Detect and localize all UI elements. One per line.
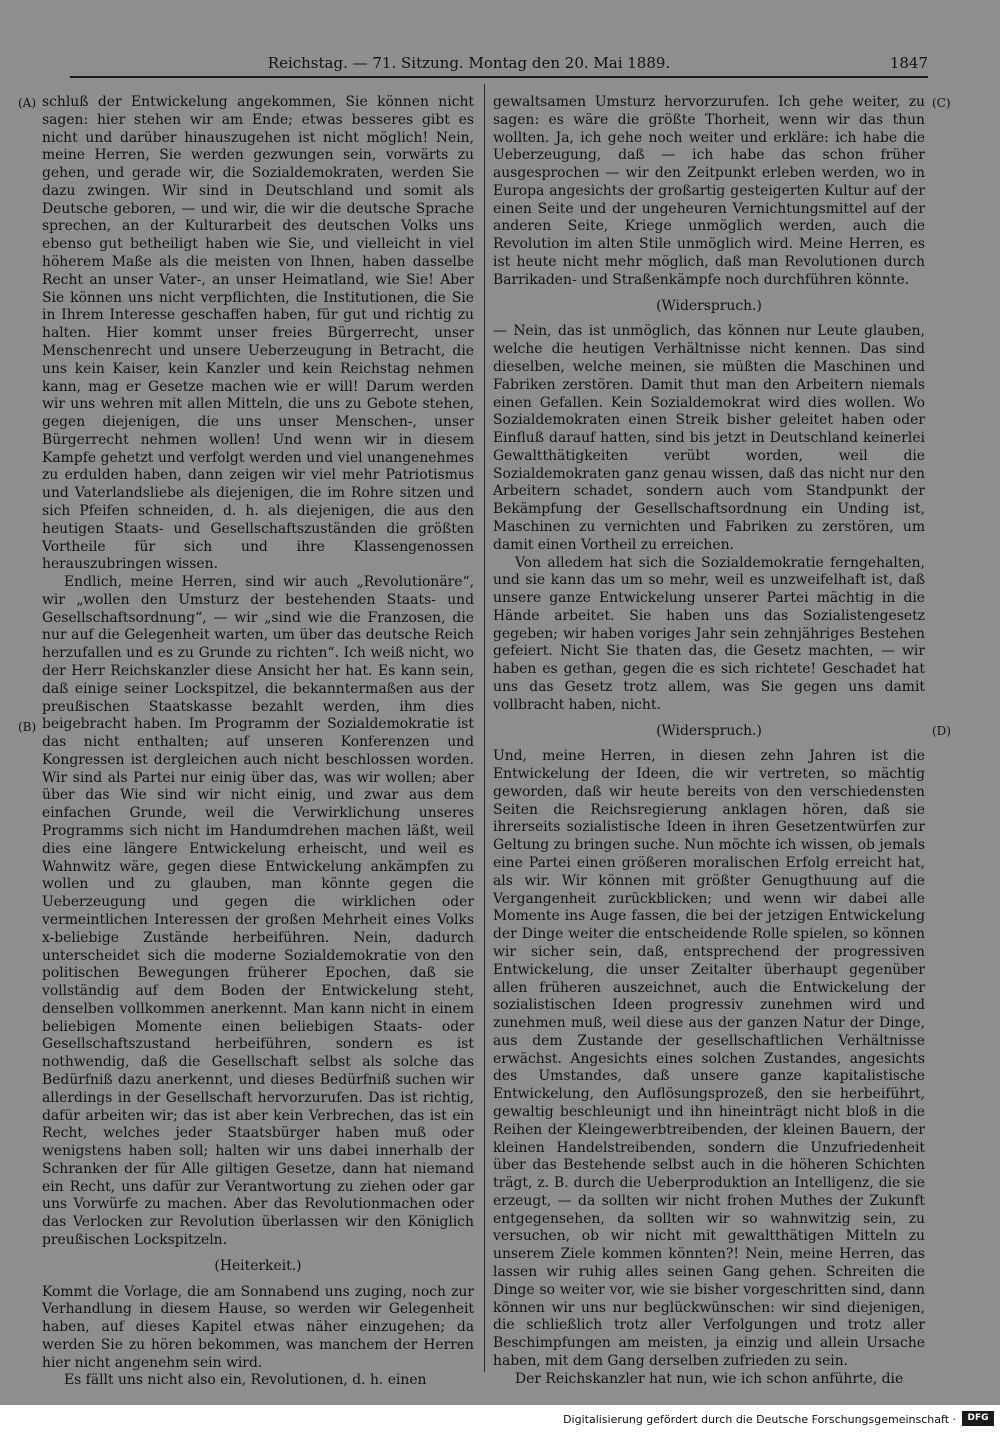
right-column <box>493 94 925 1388</box>
paragraph: gewaltsamen Umsturz hervorzurufen. Ich gehe weiter, zu sagen: es wäre die größte Thorheit, wenn wir das thun wollten. Ja, ich gehe noch weiter und erkläre: ich habe die Ueberzeugung, daß — ich habe das schon früher ausgesprochen — wir den Zeitpunkt erleben werden, wo in Europa angesichts der großartig gesteigerten Kultur auf der einen Seite und der ungeheuren Vernichtungsmittel auf der anderen Seite, Kriege unmöglich werden, auch die Revolution im alten Stile unmöglich wird. Meine Herren, es ist heute nicht mehr möglich, daß man Revolutionen durch Barrikaden- und Straßenkämpfe noch durchführen könnte. <box>493 94 925 288</box>
dfg-logo: DFG <box>962 1411 994 1426</box>
header-title: Reichstag. — 71. Sitzung. Montag den 20. Mai 1889. <box>267 54 671 72</box>
left-column <box>42 94 474 1390</box>
margin-mark-c: (C) <box>932 96 951 110</box>
stage-direction: (Widerspruch.) <box>656 297 762 314</box>
paragraph: schluß der Entwickelung angekommen, Sie können nicht sagen: hier stehen wir am Ende; etwas besseres gibt es nicht und darüber hinauszugehen ist nicht möglich! Nein, meine Herren, Sie werden gezwungen sein, vorwärts zu gehen, und gerade wir, die Sozialdemokraten, werden Sie dazu zwingen. Wir sind in Deutschland und somit als Deutsche geboren, — und wir, die wir die deutsche Sprache sprechen, an der Kulturarbeit des deutschen Volks uns ebenso gut betheiligt haben wie Sie, und vielleicht in viel höherem Maße als die meisten von Ihnen, haben dasselbe Recht an unser Vater-, an unser Heimatland, wie Sie! Aber Sie können uns nicht verpflichten, die Institutionen, die Sie in Ihrem Interesse geschaffen haben, für gut und richtig zu halten. Hier kommt unser freies Bürgerrecht, unser Menschenrecht und unsere Ueberzeugung in Betracht, die uns kein Kaiser, kein Kanzler und kein Reichstag nehmen kann, mag er Gesetze machen wie er will! Darum werden wir uns wehren mit allen Mitteln, die uns zu Gebote stehen, gegen diejenigen, die uns unser Menschen-, unser Bürgerrecht nehmen wollen! Und wenn wir in diesem Kampfe gehetzt und verfolgt werden und viel unangenehmes zu erdulden haben, dann zeigen wir viel mehr Patriotismus und Vaterlandsliebe als diejenigen, die im Rohre sitzen und sich Pfeifen schneiden, d. h. als diejenigen, die aus den heutigen Staats- und Gesellschaftszuständen die größten Vortheile für sich und ihre Klassengenossen herauszubringen wissen. <box>42 94 474 573</box>
stage-direction: (Widerspruch.) <box>656 722 762 739</box>
column-divider <box>484 84 485 1372</box>
margin-mark-b: (B) <box>18 720 37 734</box>
paragraph: Der Reichskanzler hat nun, wie ich schon anführte, die <box>515 1370 904 1387</box>
footer <box>0 1405 1000 1432</box>
paragraph: Endlich, meine Herren, sind wir auch „Revolutionäre“, wir „wollen den Umsturz der bestehenden Staats- und Gesellschaftsordnung“, — wir „sind wie die Franzosen, die nur auf die Gelegenheit warten, um über das deutsche Reich herzufallen und es zu Grunde zu richten“. Ich weiß nicht, wo der Herr Reichskanzler diese Ansicht her hat. Es kann sein, daß einige seiner Lockspitzel, die bekanntermaßen aus der preußischen Staatskasse bezahlt werden, ihm dies beigebracht haben. Im Programm der Sozialdemokratie ist das nicht enthalten; auf unseren Konferenzen und Kongressen ist dergleichen auch nicht beschlossen worden. Wir sind als Partei nur einig über das, was wir wollen; aber über das Wie sind wir nicht einig, und zwar aus dem einfachen Grunde, weil die Verwirklichung unseres Programms sich nicht im Handumdrehen machen läßt, weil dies eine längere Entwickelung erheischt, und weil es Wahnwitz wäre, gegen diese Entwickelung ankämpfen zu wollen und zu glauben, man könnte gegen die Ueberzeugung und gegen die wirklichen oder vermeintlichen Interessen der großen Mehrheit eines Volks x-beliebige Zustände herbeiführen. Nein, dadurch unterscheidet sich die moderne Sozialdemokratie von den politischen Bewegungen früherer Epochen, daß sie vollständig auf dem Boden der Entwickelung steht, denselben vollkommen anerkennt. Man kann nicht in einem beliebigen Momente einen beliebigen Staats- oder Gesellschaftszustand herbeiführen, sondern es ist nothwendig, daß die Gesellschaft selbst als solche das Bedürfniß dazu anerkennt, und dieses Bedürfniß suchen wir allerdings in der Gesellschaft hervorzurufen. Das ist richtig, dafür arbeiten wir; das ist aber kein Verbrechen, das ist ein Recht, welches jeder Staatsbürger haben muß oder wenigstens haben soll; halten wir uns dabei innerhalb der Schranken der für Alle giltigen Gesetze, dann hat niemand ein Recht, uns dafür zur Verantwortung zu ziehen oder gar uns Vorwürfe zu machen. Aber das Revolutionmachen oder das Verlocken zur Revolution überlassen wir den Königlich preußischen Lockspitzeln. <box>42 574 474 1248</box>
paragraph: Von alledem hat sich die Sozialdemokratie ferngehalten, und sie kann das um so mehr, weil es unzweifelhaft ist, daß unsere ganze Entwickelung unserer Partei mächtig in die Hände arbeitet. Sie haben uns das Sozialistengesetz gegeben; wir haben voriges Jahr sein zehnjähriges Bestehen gefeiert. Nicht Sie thaten das, die Gesetz machten, — wir haben es gethan, gegen die es sich richtete! Geschadet hat uns das Gesetz trotz allem, was Sie gegen uns damit vollbracht haben, nicht. <box>493 554 925 713</box>
footer-credit: Digitalisierung gefördert durch die Deutsche Forschungsgemeinschaft · <box>563 1413 956 1426</box>
paragraph: Kommt die Vorlage, die am Sonnabend uns zuging, noch zur Verhandlung in diesem Hause, so werden wir Gelegenheit haben, auf dieses Kapitel etwas näher einzugehen; da werden Sie zu hören bekommen, was manchem der Herren hier nicht angenehm sein wird. <box>42 1283 474 1371</box>
margin-mark-a: (A) <box>18 96 37 110</box>
margin-mark-d: (D) <box>932 724 951 738</box>
page-number: 1847 <box>889 54 928 72</box>
stage-direction: (Heiterkeit.) <box>214 1257 302 1274</box>
running-header <box>70 52 928 78</box>
paragraph: Es fällt uns nicht also ein, Revolutionen, d. h. einen <box>64 1372 427 1389</box>
paragraph: Und, meine Herren, in diesen zehn Jahren ist die Entwickelung der Ideen, die wir vertreten, so mächtig geworden, daß wir heute bereits von den verschiedensten Seiten die Reichsregierung anklagen hören, daß sie ihrerseits sozialistische Ideen in ihren Gesetzentwürfen zur Geltung zu bringen suche. Nun möchte ich wissen, ob jemals eine Partei einen größeren moralischen Erfolg erreicht hat, als wir. Wir können mit größter Genugthuung auf die Vergangenheit zurückblicken; und wenn wir dabei alle Momente ins Auge fassen, die bei der jetzigen Entwickelung der Dinge weiter die entscheidende Rolle spielen, so können wir sicher sein, daß, entsprechend der progressiven Entwickelung, die unser Zeitalter überhaupt gegenüber allen früheren auszeichnet, auch die Entwickelung der sozialistischen Ideen progressiv zunehmen wird und zunehmen muß, weil diese aus der ganzen Natur der Dinge, aus dem Zustande der gesellschaftlichen Verhältnisse erwächst. Angesichts eines solchen Zustandes, angesichts des Umstandes, daß unsere ganze kapitalistische Entwickelung, den Auflösungsprozeß, den sie herbeiführt, gewaltig beschleunigt und ihn hineinträgt nicht bloß in die Reihen der Kleingewerbtreibenden, der kleinen Bauern, der kleinen Handelstreibenden, sondern die Unzufriedenheit über das Bestehende selbst auch in die höheren Schichten trägt, z. B. durch die Ueberproduktion an Intelligenz, die sie erzeugt, — da sollten wir nicht frohen Muthes der Zukunft entgegensehen, da sollten wir so wahnwitzig sein, zu versuchen, ob wir nicht mit gewaltthätigen Mitteln zu unserem Ziele kommen könnten?! Nein, meine Herren, das lassen wir ruhig alles seinen Gang gehen. Schreiten die Dinge so weiter vor, wie sie bisher vorgeschritten sind, dann können wir uns nur beglückwünschen: wir sind diejenigen, die schließlich trotz aller Verfolgungen und trotz aller Beschimpfungen am meisten, ja einzig und allein Ursache haben, mit dem Gang derselben zufrieden zu sein. <box>493 748 925 1369</box>
paragraph: — Nein, das ist unmöglich, das können nur Leute glauben, welche die heutigen Verhältnisse nicht kennen. Das sind dieselben, welche meinen, sie müßten die Maschinen und Fabriken zerstören. Damit thut man den Arbeitern niemals einen Gefallen. Kein Sozialdemokrat wird dies wollen. Wo Sozialdemokraten einen Streik bisher geleitet haben oder Einfluß darauf hatten, sind bis jetzt in Deutschland keinerlei Gewaltthätigkeiten verübt worden, weil die Sozialdemokraten ganz genau wissen, daß das nicht nur den Arbeitern schadet, sondern auch vom Standpunkt der Bekämpfung der Gesellschaftsordnung ein Unding ist, Maschinen zu vernichten und Fabriken zu zerstören, um damit einen Vortheil zu erreichen. <box>493 323 925 553</box>
